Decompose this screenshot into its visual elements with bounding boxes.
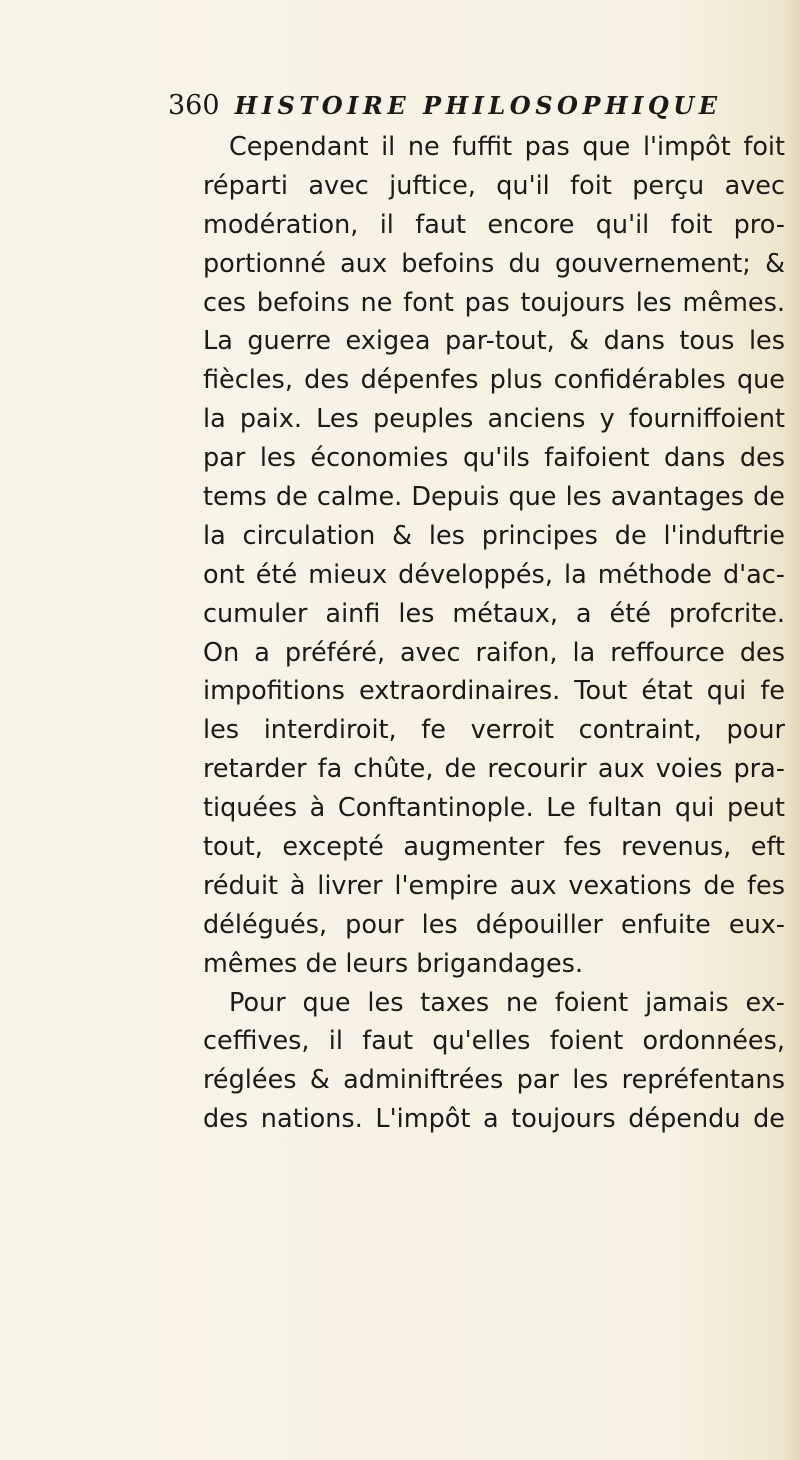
text-line: ces befoins ne font pas toujours les mêmes. [203, 287, 785, 318]
text-line: la paix. Les peuples anciens y fourniffoient [203, 404, 785, 435]
text-line: tiquées à Conftantinople. Le fultan qui peut [203, 793, 785, 824]
text-line: ont été mieux développés, la méthode d'ac- [203, 559, 785, 590]
text-line: portionné aux befoins du gouvernement; & [203, 248, 785, 279]
text-line: retarder fa chûte, de recourir aux voies pra- [203, 754, 785, 785]
text-line: tems de calme. Depuis que les avantages de [203, 482, 785, 513]
running-title: HISTOIRE PHILOSOPHIQUE [234, 91, 722, 120]
text-line: cumuler ainfi les métaux, a été profcrite. [203, 598, 785, 629]
text-line: La guerre exigea par-tout, & dans tous les [203, 326, 785, 357]
page-edge-shadow [786, 0, 800, 1460]
text-line: des nations. L'impôt a toujours dépendu de [203, 1104, 785, 1135]
body-text [203, 128, 785, 1139]
page-number: 360 [168, 90, 220, 121]
page-header [168, 90, 778, 130]
text-line: ceffives, il faut qu'elles foient ordonnées, [203, 1026, 785, 1057]
text-line: réglées & adminiftrées par les repréfentans [203, 1065, 785, 1096]
text-line: la circulation & les principes de l'induftrie [203, 520, 785, 551]
text-line: les interdiroit, fe verroit contraint, pour [203, 715, 785, 746]
text-line: délégués, pour les dépouiller enfuite eux- [203, 909, 785, 940]
text-line: par les économies qu'ils faifoient dans des [203, 443, 785, 474]
text-line: Cependant il ne fuffit pas que l'impôt foit [229, 132, 785, 162]
text-line: On a préféré, avec raifon, la reffource des [203, 637, 785, 668]
text-line: mêmes de leurs brigandages. [203, 948, 584, 979]
text-line: réduit à livrer l'empire aux vexations de fes [203, 870, 785, 901]
text-line: Pour que les taxes ne foient jamais ex- [229, 987, 785, 1018]
text-line: tout, excepté augmenter fes revenus, eft [203, 832, 785, 863]
text-line: modération, il faut encore qu'il foit pro- [203, 209, 785, 240]
text-line: réparti avec juftice, qu'il foit perçu avec [203, 170, 785, 201]
text-line: fiècles, des dépenfes plus confidérables que [203, 365, 785, 396]
text-line: impofitions extraordinaires. Tout état qui fe [203, 676, 785, 707]
